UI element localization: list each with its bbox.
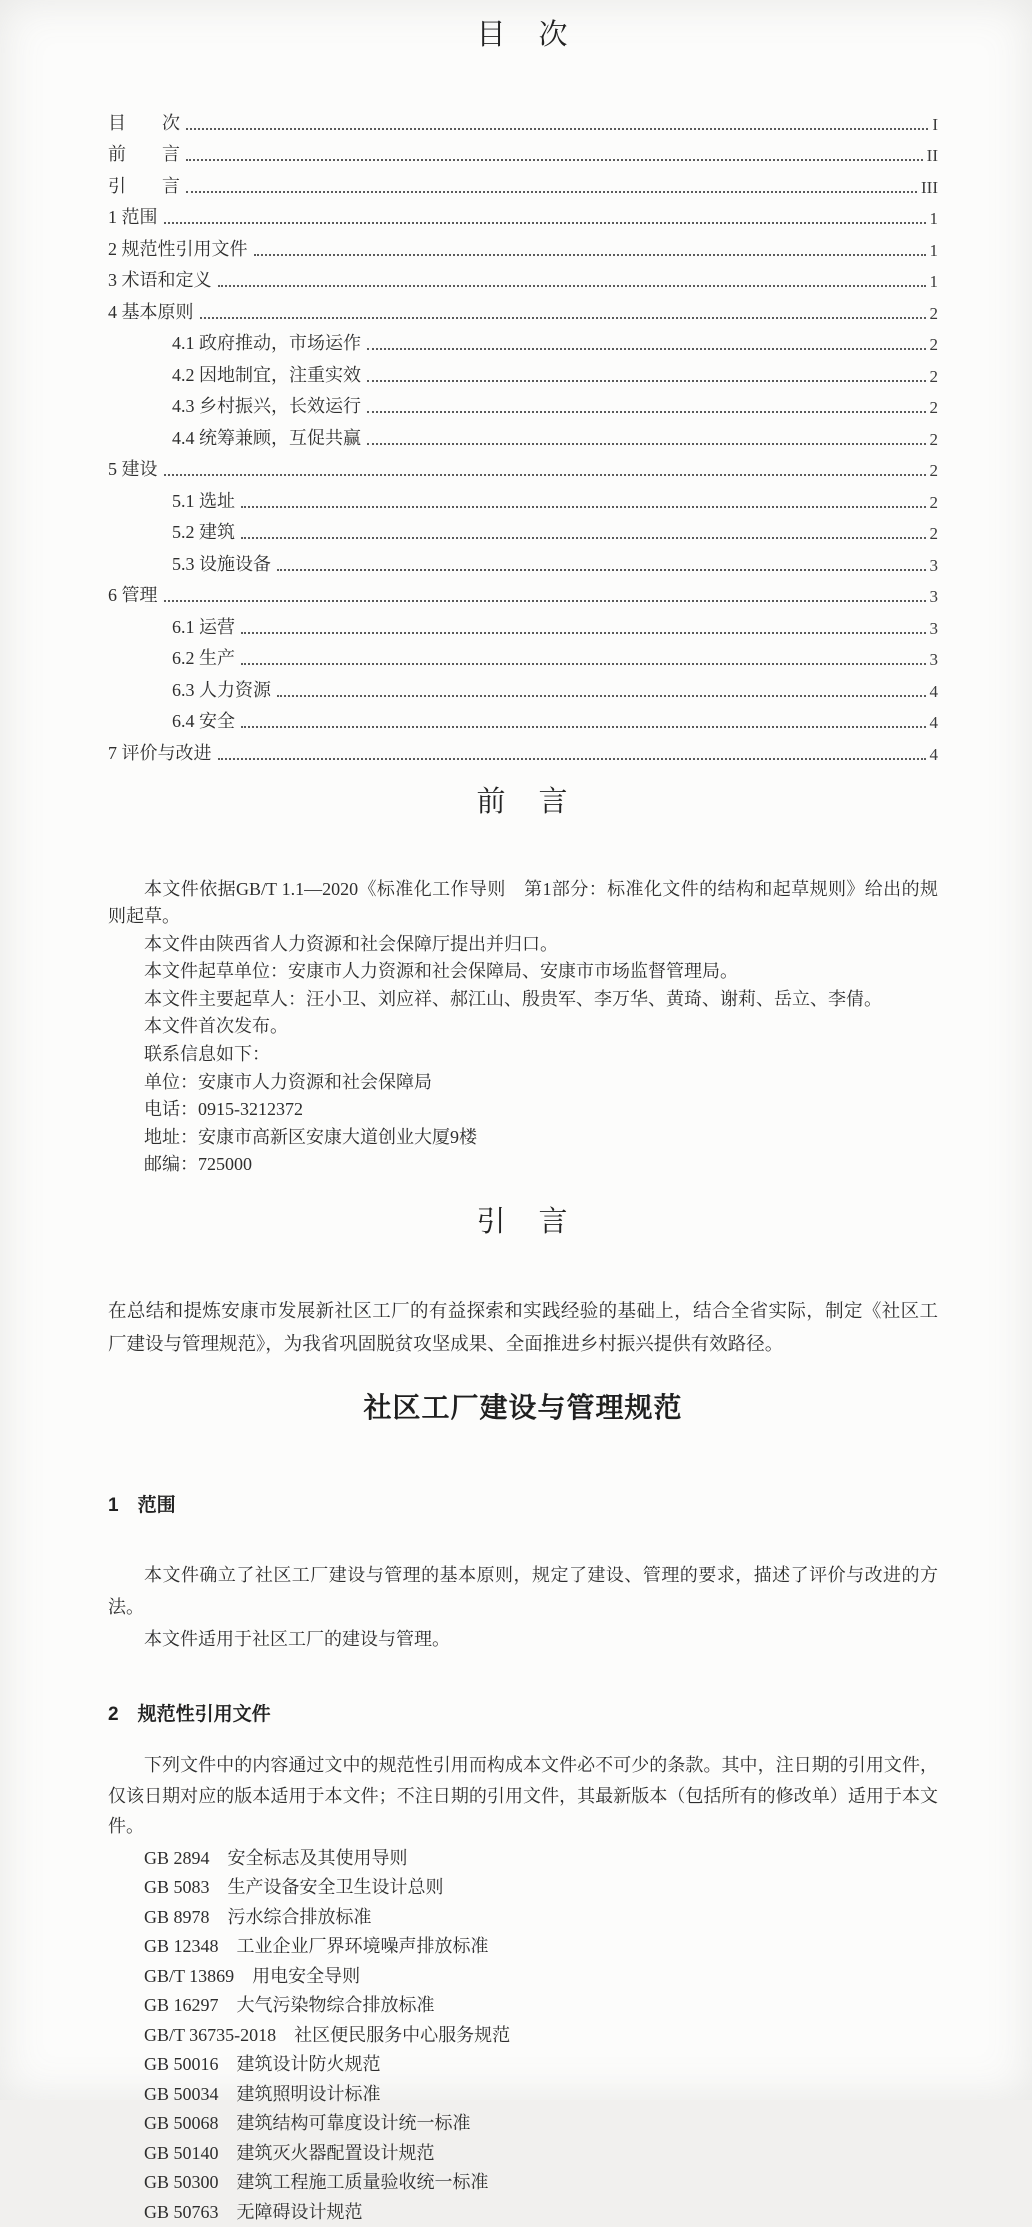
toc-dot-leader xyxy=(164,600,926,602)
toc-dot-leader xyxy=(367,411,926,413)
reference-item: GB 50068 建筑结构可靠度设计统一标准 xyxy=(144,2113,471,2134)
toc-page-number: 1 xyxy=(929,240,938,260)
toc-page-number: 4 xyxy=(929,713,938,732)
reference-item: GB 2894 安全标志及其使用导则 xyxy=(144,1847,408,1868)
toc-dot-leader xyxy=(186,191,917,193)
foreword-paragraph: 单位：安康市人力资源和社会保障局 xyxy=(144,1071,432,1092)
toc-dot-leader xyxy=(164,222,926,224)
toc-entry-label: 5.1 选址 xyxy=(172,490,235,511)
toc-entry xyxy=(108,418,938,450)
toc-dot-leader xyxy=(241,726,926,728)
toc-list xyxy=(108,103,938,765)
toc-page-number: II xyxy=(926,146,938,165)
toc-dot-leader xyxy=(277,569,926,571)
toc-title: 目 次 xyxy=(476,19,570,51)
reference-item: GB/T 36735-2018 社区便民服务中心服务规范 xyxy=(144,2024,511,2045)
toc-page-number: 3 xyxy=(929,587,938,606)
toc-entry xyxy=(108,702,938,734)
toc-dot-leader xyxy=(200,317,926,319)
foreword-paragraph: 邮编：725000 xyxy=(144,1154,252,1175)
toc-entry-label: 5.2 建筑 xyxy=(172,522,235,542)
toc-page-number: 3 xyxy=(929,555,938,575)
toc-entry xyxy=(108,733,938,765)
foreword-paragraph: 地址：安康市高新区安康大道创业大厦9楼 xyxy=(144,1126,477,1147)
toc-entry-label: 4.3 乡村振兴，长效运行 xyxy=(172,396,361,416)
toc-entry-label: 4.1 政府推动，市场运作 xyxy=(172,333,361,353)
toc-entry xyxy=(108,670,938,702)
toc-dot-leader xyxy=(277,695,926,697)
toc-entry-label: 前 言 xyxy=(108,144,180,164)
toc-dot-leader xyxy=(254,254,926,256)
toc-entry xyxy=(108,261,938,293)
toc-entry-label: 7 评价与改进 xyxy=(108,742,212,763)
toc-page-number: 2 xyxy=(929,366,938,386)
toc-entry-label: 6.4 安全 xyxy=(172,711,235,731)
reference-item: GB 50016 建筑设计防火规范 xyxy=(144,2054,381,2075)
toc-entry-label: 2 规范性引用文件 xyxy=(108,238,248,259)
toc-section xyxy=(108,8,938,765)
toc-page-number: 2 xyxy=(929,524,938,543)
toc-page-number: 2 xyxy=(929,461,938,480)
normative-references-section xyxy=(108,1699,938,2227)
toc-page-number: 1 xyxy=(929,209,938,228)
scope-body xyxy=(108,1559,938,1655)
reference-item: GB 5083 生产设备安全卫生设计总则 xyxy=(144,1877,444,1898)
reference-item: GB 12348 工业企业厂界环境噪声排放标准 xyxy=(144,1936,489,1957)
reference-item: GB 50300 建筑工程施工质量验收统一标准 xyxy=(144,2172,489,2193)
toc-entry xyxy=(108,576,938,608)
toc-page-number: 2 xyxy=(929,429,938,449)
foreword-paragraph: 联系信息如下： xyxy=(144,1044,270,1065)
toc-entry-label: 目 次 xyxy=(108,112,180,133)
normative-references-body xyxy=(108,1750,938,1842)
toc-entry-label: 4.2 因地制宜，注重实效 xyxy=(172,364,361,385)
foreword-paragraph: 本文件首次发布。 xyxy=(144,1016,288,1037)
scope-heading: 1 范围 xyxy=(108,1495,176,1517)
toc-entry xyxy=(108,513,938,545)
toc-page-number: 2 xyxy=(929,303,938,323)
toc-entry xyxy=(108,607,938,639)
toc-entry xyxy=(108,481,938,513)
toc-entry-label: 6.3 人力资源 xyxy=(172,679,271,700)
toc-dot-leader xyxy=(367,348,926,350)
normative-references-paragraph: 下列文件中的内容通过文中的规范性引用而构成本文件必不可少的条款。其中，注日期的引用文件，仅该日期对应的版本适用于本文件；不注日期的引用文件，其最新版本（包括所有的修改单）适用于本文件。 xyxy=(108,1755,938,1837)
scope-paragraph: 本文件确立了社区工厂建设与管理的基本原则，规定了建设、管理的要求，描述了评价与改进的方法。 xyxy=(108,1565,938,1618)
introduction-section xyxy=(108,1199,938,1362)
foreword-paragraph: 本文件起草单位：安康市人力资源和社会保障局、安康市市场监督管理局。 xyxy=(144,961,738,982)
toc-entry-label: 6.2 生产 xyxy=(172,648,235,668)
toc-page-number: III xyxy=(921,177,938,197)
toc-entry-label: 1 范围 xyxy=(108,207,158,227)
foreword-title: 前 言 xyxy=(476,785,570,818)
toc-entry xyxy=(108,292,938,324)
toc-dot-leader xyxy=(241,663,926,665)
toc-page-number: 2 xyxy=(929,335,938,354)
toc-dot-leader xyxy=(241,537,926,539)
reference-item: GB 16297 大气污染物综合排放标准 xyxy=(144,1995,435,2016)
toc-entry xyxy=(108,639,938,671)
scope-section xyxy=(108,1490,938,1655)
normative-references-heading: 2 规范性引用文件 xyxy=(108,1704,271,1726)
toc-dot-leader xyxy=(218,285,926,287)
introduction-paragraph: 在总结和提炼安康市发展新社区工厂的有益探索和实践经验的基础上，结合全省实际，制定《社区工厂建设与管理规范》，为我省巩固脱贫攻坚成果、全面推进乡村振兴提供有效路径。 xyxy=(108,1302,938,1356)
reference-item: GB 50034 建筑照明设计标准 xyxy=(144,2083,381,2104)
toc-page-number: 1 xyxy=(929,272,938,291)
toc-page-number: 3 xyxy=(929,618,938,638)
introduction-title: 引 言 xyxy=(476,1206,570,1239)
foreword-section xyxy=(108,779,938,1180)
foreword-paragraph: 本文件主要起草人：汪小卫、刘应祥、郝江山、殷贵军、李万华、黄琦、谢莉、岳立、李倩。 xyxy=(144,988,882,1009)
toc-dot-leader xyxy=(218,758,926,760)
toc-dot-leader xyxy=(186,128,928,130)
toc-dot-leader xyxy=(241,632,926,634)
toc-page-number: I xyxy=(932,114,938,134)
toc-entry-label: 4.4 统筹兼顾，互促共赢 xyxy=(172,427,361,448)
reference-item: GB/T 13869 用电安全导则 xyxy=(144,1965,361,1986)
toc-entry xyxy=(108,544,938,576)
toc-entry-label: 引 言 xyxy=(108,175,180,196)
foreword-paragraph: 本文件依据GB/T 1.1—2020《标准化工作导则 第1部分：标准化文件的结构和起草规则》给出的规则起草。 xyxy=(108,878,938,927)
toc-entry-label: 6.1 运营 xyxy=(172,616,235,637)
toc-entry xyxy=(108,387,938,419)
toc-page-number: 2 xyxy=(929,398,938,417)
scope-paragraph: 本文件适用于社区工厂的建设与管理。 xyxy=(144,1629,450,1650)
document-main-title: 社区工厂建设与管理规范 xyxy=(363,1392,683,1424)
toc-entry xyxy=(108,166,938,198)
introduction-body xyxy=(108,1296,938,1362)
toc-dot-leader xyxy=(241,506,926,508)
reference-list xyxy=(108,1844,938,2227)
toc-dot-leader xyxy=(186,159,923,161)
toc-page-number: 4 xyxy=(929,744,938,764)
toc-entry-label: 4 基本原则 xyxy=(108,301,194,322)
reference-item: GB 50140 建筑灭火器配置设计规范 xyxy=(144,2142,435,2163)
toc-entry xyxy=(108,135,938,167)
toc-dot-leader xyxy=(367,443,926,445)
toc-entry xyxy=(108,229,938,261)
reference-item: GB 50763 无障碍设计规范 xyxy=(144,2201,363,2222)
toc-entry xyxy=(108,103,938,135)
toc-entry xyxy=(108,198,938,230)
toc-entry xyxy=(108,324,938,356)
toc-entry-label: 5.3 设施设备 xyxy=(172,553,271,574)
toc-entry-label: 3 术语和定义 xyxy=(108,270,212,290)
toc-page-number: 4 xyxy=(929,681,938,701)
toc-entry xyxy=(108,450,938,482)
toc-dot-leader xyxy=(367,380,926,382)
toc-page-number: 2 xyxy=(929,492,938,512)
reference-item: GB 8978 污水综合排放标准 xyxy=(144,1906,372,1927)
toc-entry-label: 5 建设 xyxy=(108,459,158,479)
foreword-body xyxy=(108,876,938,1180)
toc-entry xyxy=(108,355,938,387)
foreword-paragraph: 电话：0915-3212372 xyxy=(144,1099,303,1120)
foreword-paragraph: 本文件由陕西省人力资源和社会保障厅提出并归口。 xyxy=(144,933,558,954)
toc-entry-label: 6 管理 xyxy=(108,585,158,605)
toc-page-number: 3 xyxy=(929,650,938,669)
toc-dot-leader xyxy=(164,474,926,476)
